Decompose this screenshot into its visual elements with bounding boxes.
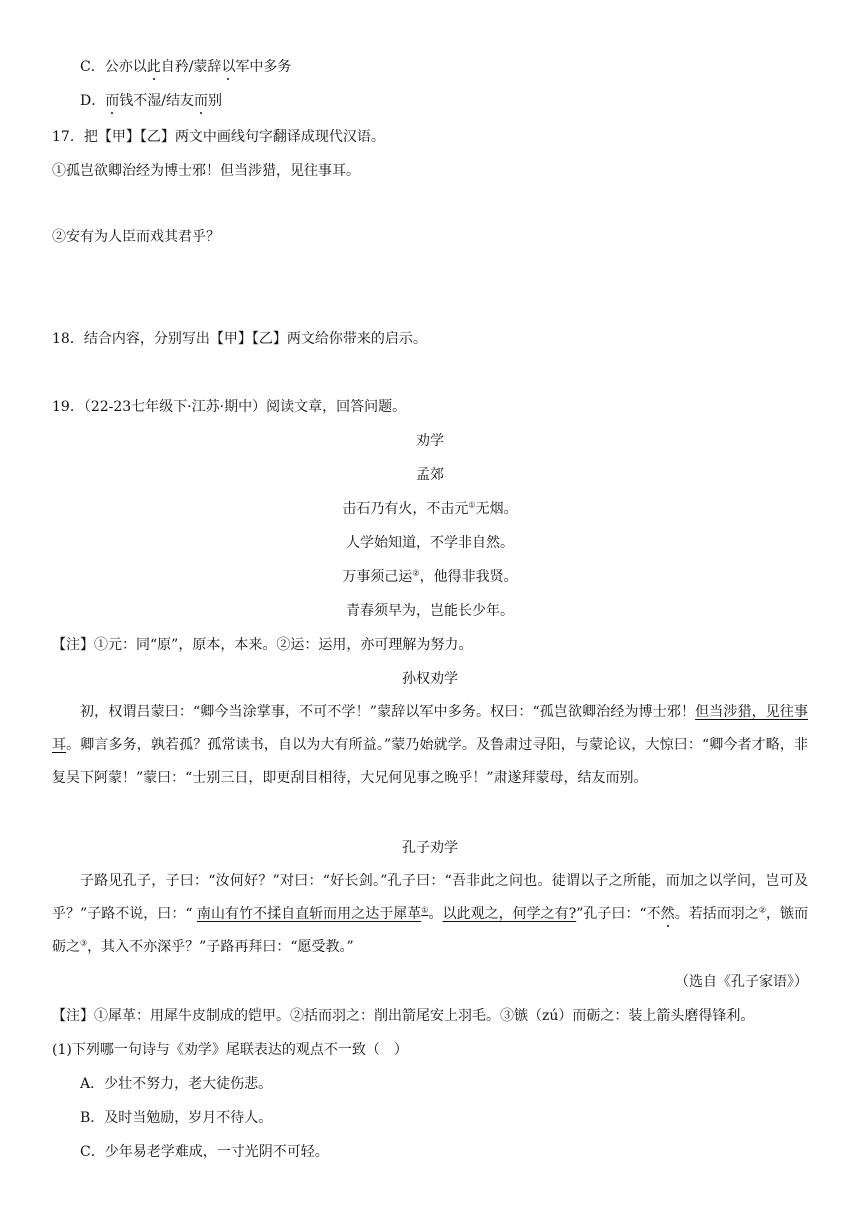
poem-line-1	[0, 499, 860, 519]
q18-stem: 18．结合内容，分别写出【甲】【乙】两文给你带来的启示。	[52, 331, 427, 347]
sub1-option-b: B．及时当勉励，岁月不待人。	[80, 1110, 273, 1126]
option-d	[80, 91, 222, 111]
poem-line-3-end: ，他得非我贤。	[419, 569, 518, 585]
footnote-mark-5: ③	[80, 938, 88, 948]
poem-line-2: 人学始知道，不学非自然。	[346, 535, 514, 551]
q19-stem: 19．（22-23七年级下·江苏·期中）阅读文章，回答问题。	[52, 399, 407, 415]
text3-underlined-1: 南山有竹不揉自直斩而用之达于犀革	[196, 906, 422, 922]
poem-author: 孟郊	[416, 467, 444, 483]
text3-part-5: ，镞而砺之	[52, 906, 809, 955]
poem-line-1-text: 击石乃有火，不击元	[342, 501, 469, 517]
option-c-text-2: 自矜/蒙辞	[160, 59, 222, 75]
poem-title: 劝学	[416, 433, 444, 449]
text3-underlined-2: 以此观之，何学之有?	[442, 906, 577, 922]
text3-paragraph	[52, 865, 808, 964]
sub1-option-a: A．少壮不努力，老大徒伤悲。	[80, 1076, 273, 1092]
text2-underlined: 但当涉猎，见往事耳	[52, 704, 808, 753]
option-d-end: 别	[207, 93, 222, 109]
text3-title: 孔子劝学	[402, 840, 458, 856]
text3-note: 【注】①犀革：用犀牛皮制成的铠甲。②括而羽之：削出箭尾安上羽毛。③镞（zú）而砺之：装上箭头磨得锋利。	[52, 1008, 755, 1024]
poem-line-3	[0, 567, 860, 587]
poem-line-1-end: 无烟。	[475, 501, 518, 517]
sub1-stem: (1)下列哪一句诗与《劝学》尾联表达的观点不一致（ ）	[52, 1042, 408, 1058]
option-c-dotted-2: 以	[221, 59, 236, 75]
footnote-mark-2: ②	[412, 568, 420, 578]
text3-source: （选自《孔子家语》）	[675, 974, 808, 990]
footnote-mark-4: ②	[758, 905, 767, 915]
q17-stem: 17．把【甲】【乙】两文中画线句字翻译成现代汉语。	[52, 129, 385, 145]
text2-part-1: 初，权谓吕蒙曰：“卿今当涂掌事，不可不学！”蒙辞以军中多务。权曰：“孤岂欲卿治经为博士邪！	[80, 704, 696, 720]
footnote-mark-3: ①	[421, 905, 429, 915]
text3-part-1: 子路见孔子，子曰：“汝何好？”对曰：“好长剑。”孔子曰：“吾非此之问也。徒谓以子之所能，而加之以学问，岂可及乎？”子路不说，曰：“	[52, 873, 808, 922]
option-c-text-3: 军中多务	[235, 59, 292, 75]
text3-part-6: ，其入不亦深乎？”子路再拜曰：“愿受教。”	[87, 939, 354, 955]
option-c-text-1: C．公亦以	[80, 59, 147, 75]
option-d-text: 钱不湿/结友	[119, 93, 194, 109]
sub1-option-c: C．少年易老学难成，一寸光阴不可轻。	[80, 1144, 329, 1160]
text3-part-3: ”孔子曰：“不	[576, 906, 661, 922]
option-d-dotted-2: 而	[193, 93, 208, 109]
text3-dotted: 然	[660, 906, 675, 922]
poem-note: 【注】①元：同“原”，原本，本来。②运：运用，亦可理解为努力。	[52, 637, 473, 653]
poem-line-4: 青春须早为，岂能长少年。	[346, 603, 514, 619]
text2-part-2: 。卿言多务，孰若孤？孤常读书，自以为大有所益。”蒙乃始就学。及鲁肃过寻阳，与蒙论议，大惊曰：“卿今者才略，非复吴下阿蒙！”蒙曰：“士别三日，即更刮目相待，大兄何见事之晚乎！”肃遂拜蒙母，结友而别。	[52, 737, 808, 786]
option-d-label: D．	[80, 93, 106, 109]
q17-sentence-2: ②安有为人臣而戏其君乎？	[52, 229, 220, 245]
option-c	[80, 57, 291, 77]
footnote-mark-1: ①	[468, 500, 476, 510]
poem-line-3-text: 万事须己运	[342, 569, 413, 585]
q17-sentence-1: ①孤岂欲卿治经为博士邪！但当涉猎，见往事耳。	[52, 163, 360, 179]
text3-part-4: 。若括而羽之	[674, 906, 759, 922]
option-d-dotted-1: 而	[105, 93, 120, 109]
option-c-dotted-1: 此	[146, 59, 161, 75]
text2-paragraph	[52, 696, 808, 795]
text2-title: 孙权劝学	[402, 671, 458, 687]
text3-part-2: 。	[428, 906, 443, 922]
